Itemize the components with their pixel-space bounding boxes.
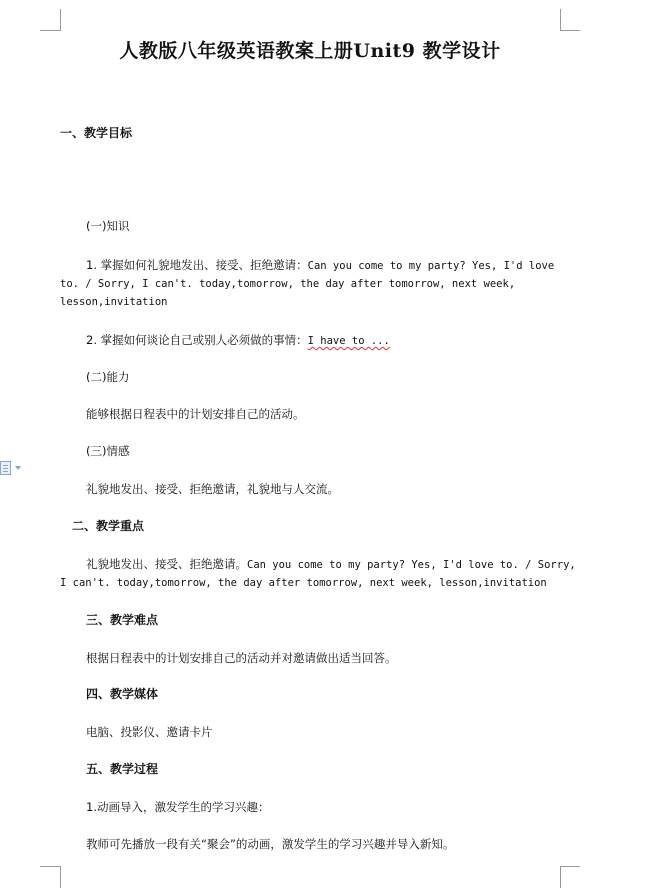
section-heading: 二、教学重点 xyxy=(72,519,145,533)
crop-mark-top-left-h xyxy=(40,30,60,31)
knowledge-item-1-cont: to. / Sorry, I can't. today,tomorrow, the day after tomorrow, next week, xyxy=(60,278,516,290)
crop-mark-top-right-v xyxy=(560,9,561,31)
key-points-line-2: I can't. today,tomorrow, the day after tomorrow, next week, lesson,invitation xyxy=(60,577,547,589)
knowledge-item-2-english: I have to ... xyxy=(307,335,390,347)
chevron-down-icon xyxy=(15,466,21,470)
crop-mark-bottom-right-h xyxy=(560,866,580,867)
subsection-label-ability: (二)能力 xyxy=(86,370,130,384)
crop-mark-top-left-v xyxy=(60,9,61,31)
crop-mark-bottom-left-v xyxy=(60,866,61,888)
document-title: 人教版八年级英语教案上册Unit9 教学设计 xyxy=(119,40,501,62)
knowledge-item-2-prefix: 2. 掌握如何谈论自己或别人必须做的事情： xyxy=(86,333,308,347)
media-text: 电脑、投影仪、邀请卡片 xyxy=(86,725,213,739)
section-heading: 三、教学难点 xyxy=(86,613,159,627)
crop-mark-bottom-right-v xyxy=(560,866,561,888)
difficulty-text: 根据日程表中的计划安排自己的活动并对邀请做出适当回答。 xyxy=(86,651,397,665)
document-icon xyxy=(0,461,11,475)
knowledge-item-1-english: Can you come to my party? Yes, I'd love xyxy=(307,260,555,272)
process-step-1-text: 教师可先播放一段有关“聚会”的动画，激发学生的学习兴趣并导入新知。 xyxy=(86,837,455,851)
subsection-label-emotion: (三)情感 xyxy=(86,444,130,458)
key-points-chinese: 礼貌地发出、接受、拒绝邀请。 xyxy=(86,557,247,571)
ability-text: 能够根据日程表中的计划安排自己的活动。 xyxy=(86,407,305,421)
knowledge-item-1 xyxy=(86,257,554,274)
section-heading: 四、教学媒体 xyxy=(86,687,159,701)
crop-mark-bottom-left-h xyxy=(40,866,60,867)
process-step-1: 1.动画导入，激发学生的学习兴趣： xyxy=(86,800,270,814)
knowledge-item-2 xyxy=(86,332,390,349)
knowledge-item-1-prefix: 1. 掌握如何礼貌地发出、接受、拒绝邀请： xyxy=(86,258,308,272)
section-heading: 一、教学目标 xyxy=(60,126,133,140)
section-heading: 五、教学过程 xyxy=(86,762,159,776)
crop-mark-top-right-h xyxy=(560,30,580,31)
key-points-line-1 xyxy=(86,556,576,573)
key-points-english: Can you come to my party? Yes, I'd love to. / Sorry, xyxy=(247,559,576,571)
subsection-label-knowledge: (一)知识 xyxy=(86,219,130,233)
paste-options-icon[interactable] xyxy=(0,460,26,476)
emotion-text: 礼貌地发出、接受、拒绝邀请，礼貌地与人交流。 xyxy=(86,482,339,496)
knowledge-item-1-cont2: lesson,invitation xyxy=(60,296,168,308)
